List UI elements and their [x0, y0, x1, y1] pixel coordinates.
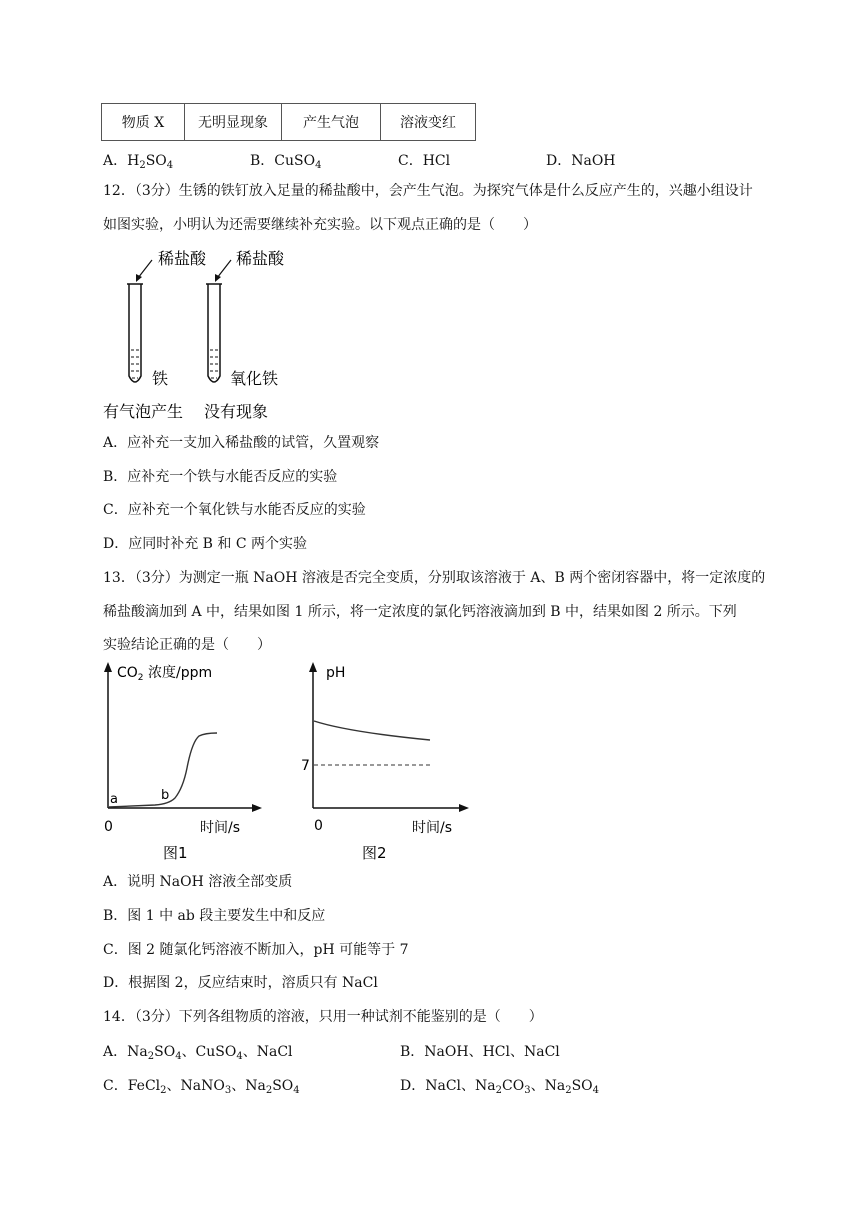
q13-stem-line3: 实验结论正确的是（ ）	[103, 637, 271, 653]
q12-option-a: A．应补充一支加入稀盐酸的试管，久置观察	[103, 435, 380, 451]
tube1-reagent-label: 稀盐酸	[158, 249, 207, 268]
fig2-x-arrow	[459, 804, 469, 812]
q11-option-a	[103, 150, 173, 170]
test-tube-1	[127, 284, 143, 382]
q11-option-c: C．HCl	[398, 153, 451, 169]
test-tube-2	[206, 284, 222, 382]
formula-subscript: 4	[315, 160, 322, 171]
fig1-caption: 图1	[163, 844, 188, 862]
fig1-y-label: $CO_2$ 浓度/ppm	[117, 665, 213, 683]
q14-option-a: A．$Na_2SO_4$、CuSO$_4$、NaCl	[103, 1044, 293, 1062]
q12-option-d: D．应同时补充 B 和 C 两个实验	[103, 536, 308, 552]
tube1-solid-label: 铁	[152, 369, 169, 388]
option-label: A．	[103, 153, 128, 169]
tube2-solid-label: 氧化铁	[230, 369, 279, 388]
reagent-table	[101, 103, 476, 141]
formula-subscript: 2	[139, 160, 146, 171]
q13-stem-line2: 稀盐酸滴加到 A 中，结果如图 1 所示，将一定浓度的氯化钙溶液滴加到 B 中，结果如图 2 所示。下列	[103, 604, 737, 620]
option-label: B．	[250, 153, 275, 169]
test-tube-figure	[100, 244, 300, 428]
q12-stem-line2: 如图实验，小明认为还需要继续补充实验。以下观点正确的是（ ）	[103, 217, 537, 233]
formula-subscript: 4	[166, 160, 174, 171]
fig2-tick-7: 7	[301, 758, 310, 774]
table-cell: 无明显现象	[185, 104, 282, 141]
tube1-arrow-head	[136, 274, 142, 282]
figure-2-ph-chart	[298, 658, 478, 868]
fig1-y-arrow	[104, 662, 112, 672]
fig2-y-label: pH	[326, 665, 346, 681]
fig2-x-label: 时间/s	[412, 820, 453, 836]
fig2-caption: 图2	[362, 844, 387, 862]
q14-option-b: B．NaOH、HCl、NaCl	[400, 1044, 560, 1060]
fig2-y-arrow	[309, 662, 317, 672]
q11-option-d: D．NaOH	[546, 153, 616, 169]
tube1-arrow	[138, 260, 152, 278]
q13-option-d: D．根据图 2，反应结束时，溶质只有 NaCl	[103, 975, 378, 991]
tube2-reagent-label: 稀盐酸	[236, 249, 285, 268]
fig1-x-label: 时间/s	[200, 820, 241, 836]
formula-text: SO	[145, 153, 167, 169]
tube2-result-label: 没有现象	[204, 402, 269, 421]
q13-stem-line1: 13．（3分）为测定一瓶 NaOH 溶液是否完全变质，分别取该溶液于 A、B 两个密闭容器中，将一定浓度的	[103, 570, 766, 586]
fig1-point-b: b	[161, 788, 170, 803]
q13-option-b: B．图 1 中 ab 段主要发生中和反应	[103, 908, 326, 924]
q14-option-d: D．NaCl、$Na_2CO_3$、$Na_2SO_4$	[400, 1078, 600, 1096]
formula-text: CuSO	[274, 153, 316, 169]
q13-option-a: A．说明 NaOH 溶液全部变质	[103, 874, 293, 890]
table-cell: 溶液变红	[381, 104, 476, 141]
q12-stem-line1: 12．（3分）生锈的铁钉放入足量的稀盐酸中，会产生气泡。为探究气体是什么反应产生的，兴趣小组设计	[103, 183, 753, 199]
fig1-point-a: a	[110, 792, 118, 807]
fig2-curve	[314, 721, 430, 740]
table-row	[102, 104, 476, 141]
tube1-result-label: 有气泡产生	[103, 402, 184, 421]
q13-option-c: C．图 2 随氯化钙溶液不断加入，pH 可能等于 7	[103, 942, 409, 958]
tube2-arrow	[217, 260, 231, 278]
fig1-x-arrow	[252, 804, 262, 812]
q11-option-b	[250, 150, 321, 170]
figure-1-co2-chart	[95, 658, 275, 868]
fig2-origin: 0	[314, 818, 323, 834]
q14-option-c: C．FeCl$_2$、NaNO$_3$、$Na_2SO_4$	[103, 1078, 300, 1096]
q12-option-c: C．应补充一个氧化铁与水能否反应的实验	[103, 502, 366, 518]
q14-stem: 14．（3分）下列各组物质的溶液，只用一种试剂不能鉴别的是（ ）	[103, 1009, 543, 1025]
formula-text: H	[127, 153, 140, 169]
table-cell: 产生气泡	[282, 104, 381, 141]
tube2-arrow-head	[215, 274, 221, 282]
fig1-origin: 0	[104, 819, 113, 835]
q12-option-b: B．应补充一个铁与水能否反应的实验	[103, 469, 338, 485]
table-cell: 物质 X	[102, 104, 185, 141]
